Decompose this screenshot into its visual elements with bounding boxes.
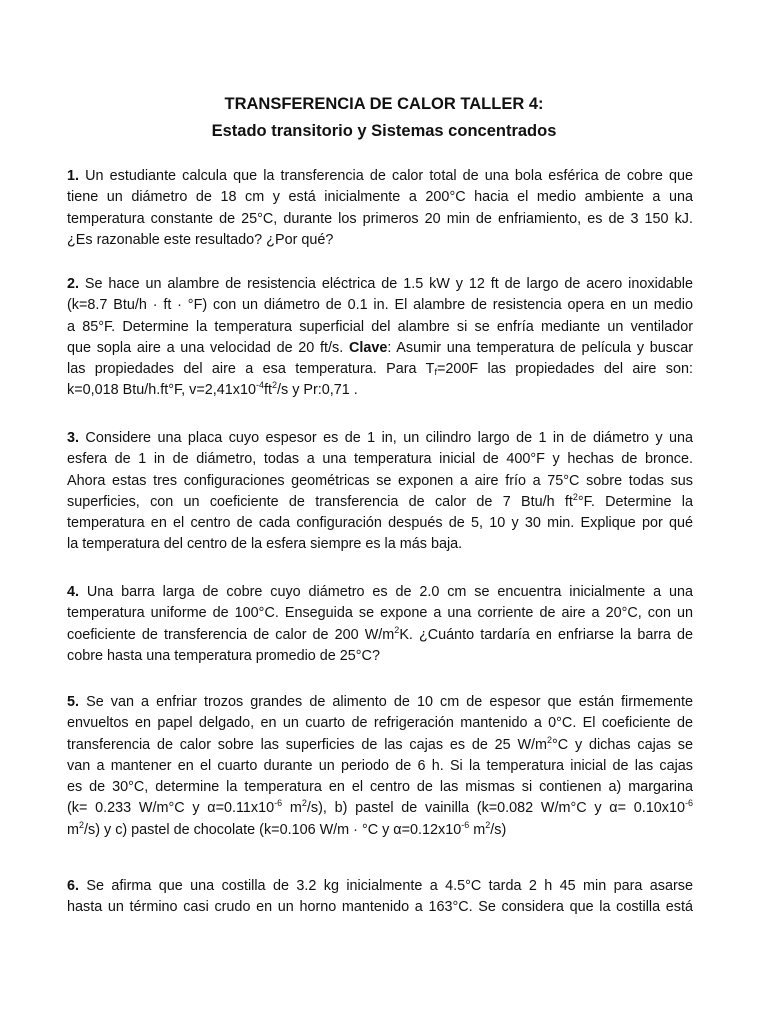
superscript: 2 bbox=[394, 624, 400, 635]
superscript: 2 bbox=[271, 380, 277, 391]
superscript: -6 bbox=[274, 798, 283, 809]
problem-line bbox=[67, 625, 693, 646]
problem-text: =200F las propiedades del aire son: bbox=[436, 361, 693, 378]
problem-text: m bbox=[282, 800, 302, 817]
problem-line: van a mantener en el cuarto durante un periodo de 6 h. Si la temperatura inicial de las cajas bbox=[67, 757, 693, 774]
problem-number: 2. bbox=[67, 276, 80, 292]
problem-number: 3. bbox=[67, 430, 80, 446]
problem-line: (k=8.7 Btu/h · ft · °F) con un diámetro de 0.1 in. El alambre de resistencia opera en un medio bbox=[67, 297, 693, 314]
problem-text: Una barra larga de cobre cuyo diámetro es de 2.0 cm se encuentra inicialmente a una bbox=[79, 584, 693, 600]
problem-line: a 85°F. Determine la temperatura superficial del alambre si se enfría mediante un ventilador bbox=[67, 318, 693, 335]
problem-line bbox=[67, 876, 693, 897]
problem-line bbox=[67, 820, 693, 841]
superscript: 2 bbox=[485, 819, 491, 830]
problem-text: /s) y c) pastel de chocolate (k=0.106 W/m · °C y α=0.12x10 bbox=[84, 821, 462, 838]
problem-text: m bbox=[67, 821, 79, 838]
problem-text: Considere una placa cuyo espesor es de 1 in, un cilindro largo de 1 in de diámetro y una bbox=[79, 430, 693, 446]
problem-line bbox=[67, 166, 693, 187]
problem-text: Se van a enfriar trozos grandes de alimento de 10 cm de espesor que están firmemente bbox=[79, 694, 693, 710]
problem-line: hasta un término casi crudo en un horno mantenido a 163°C. Se considera que la costilla está bbox=[67, 899, 693, 916]
problem-text: /s) bbox=[490, 821, 507, 838]
problem-text: Se afirma que una costilla de 3.2 kg inicialmente a 4.5°C tarda 2 h 45 min para asarse bbox=[79, 878, 693, 894]
subscript: f bbox=[434, 367, 437, 378]
problem-line bbox=[67, 428, 693, 449]
problem-text: K. ¿Cuánto tardaría en enfriarse la barra de bbox=[399, 626, 694, 643]
problem-line bbox=[67, 338, 693, 359]
problem-line bbox=[67, 798, 693, 819]
problem-line: temperatura uniforme de 100°C. Enseguida se expone a una corriente de aire a 20°C, con un bbox=[67, 605, 693, 622]
problem-line: cobre hasta una temperatura promedio de 25°C? bbox=[67, 647, 380, 664]
problem-text: /s y Pr:0,71 . bbox=[277, 382, 358, 399]
keyword-clave: Clave bbox=[348, 339, 388, 356]
problem-text: Se hace un alambre de resistencia eléctrica de 1.5 kW y 12 ft de largo de acero inoxidable bbox=[79, 276, 693, 292]
problem-text: : Asumir una temperatura de película y buscar bbox=[387, 339, 693, 356]
problem-text: las propiedades del aire a esa temperatura. Para T bbox=[67, 361, 435, 378]
problem-text: /s), b) pastel de vainilla (k=0.082 W/m°C y α= 0.10x10 bbox=[306, 800, 685, 817]
problem-line: Ahora estas tres configuraciones geométricas se exponen a aire frío a 75°C sobre todas sus bbox=[67, 472, 693, 489]
problem-4 bbox=[67, 582, 693, 667]
problem-5 bbox=[67, 692, 693, 841]
problem-number: 4. bbox=[67, 584, 80, 600]
problem-line: temperatura en el centro de cada configuración después de 5, 10 y 30 min. Explique por qué bbox=[67, 515, 693, 532]
problem-line: la temperatura del centro de la esfera siempre es la más baja. bbox=[67, 536, 463, 553]
problem-line bbox=[67, 692, 693, 713]
superscript: -4 bbox=[255, 380, 264, 391]
problem-1 bbox=[67, 166, 693, 251]
problem-line bbox=[67, 735, 693, 756]
problem-text: superficies, con un coeficiente de transferencia de calor de 7 Btu/h ft bbox=[67, 493, 573, 510]
problem-number: 6. bbox=[67, 878, 80, 894]
problem-text: transferencia de calor sobre las superficies de las cajas es de 25 W/m bbox=[67, 736, 548, 753]
problem-line: temperatura constante de 25°C, durante los primeros 20 min de enfriamiento, es de 3 150 kJ. bbox=[67, 210, 693, 227]
superscript: 2 bbox=[547, 734, 553, 745]
problem-text: ft bbox=[263, 382, 272, 399]
problem-line: tiene un diámetro de 18 cm y está inicialmente a 200°C hacia el medio ambiente a una bbox=[67, 189, 693, 206]
problem-line bbox=[67, 582, 693, 603]
superscript: -6 bbox=[684, 798, 693, 809]
problem-3 bbox=[67, 428, 693, 556]
problem-line: esfera de 1 in de diámetro, todas a una temperatura inicial de 400°F y hechas de bronce. bbox=[67, 451, 693, 468]
superscript: 2 bbox=[79, 819, 85, 830]
document-title: TRANSFERENCIA DE CALOR TALLER 4: bbox=[224, 95, 544, 113]
document-subtitle: Estado transitorio y Sistemas concentrados bbox=[211, 122, 557, 140]
problem-text: m bbox=[469, 821, 486, 838]
problem-text: k=0,018 Btu/h.ft°F, v=2,41x10 bbox=[67, 382, 256, 399]
superscript: 2 bbox=[572, 491, 578, 502]
problem-line bbox=[67, 274, 693, 295]
problem-text: coeficiente de transferencia de calor de 200 W/m bbox=[67, 626, 395, 643]
problem-text: que sopla aire a una velocidad de 20 ft/s. bbox=[67, 339, 349, 356]
problem-6 bbox=[67, 876, 693, 919]
superscript: 2 bbox=[301, 798, 307, 809]
problem-line bbox=[67, 492, 693, 513]
problem-line bbox=[67, 380, 693, 401]
problem-number: 1. bbox=[67, 168, 80, 184]
problem-text: °F. Determine la bbox=[577, 493, 693, 510]
superscript: -6 bbox=[461, 819, 470, 830]
problem-text: Un estudiante calcula que la transferencia de calor total de una bola esférica de cobre que bbox=[79, 168, 693, 184]
problem-2 bbox=[67, 274, 693, 402]
problem-line bbox=[67, 359, 693, 380]
problem-line: ¿Es razonable este resultado? ¿Por qué? bbox=[67, 231, 334, 248]
problem-text: (k= 0.233 W/m°C y α=0.11x10 bbox=[67, 800, 275, 817]
problem-line: es de 30°C, determine la temperatura en el centro de las mismas si contienen a) margarina bbox=[67, 779, 693, 796]
problem-line: envueltos en papel delgado, en un cuarto de refrigeración mantenido a 0°C. El coeficiente de bbox=[67, 715, 693, 732]
problem-text: °C y dichas cajas se bbox=[552, 736, 693, 753]
problem-number: 5. bbox=[67, 694, 80, 710]
